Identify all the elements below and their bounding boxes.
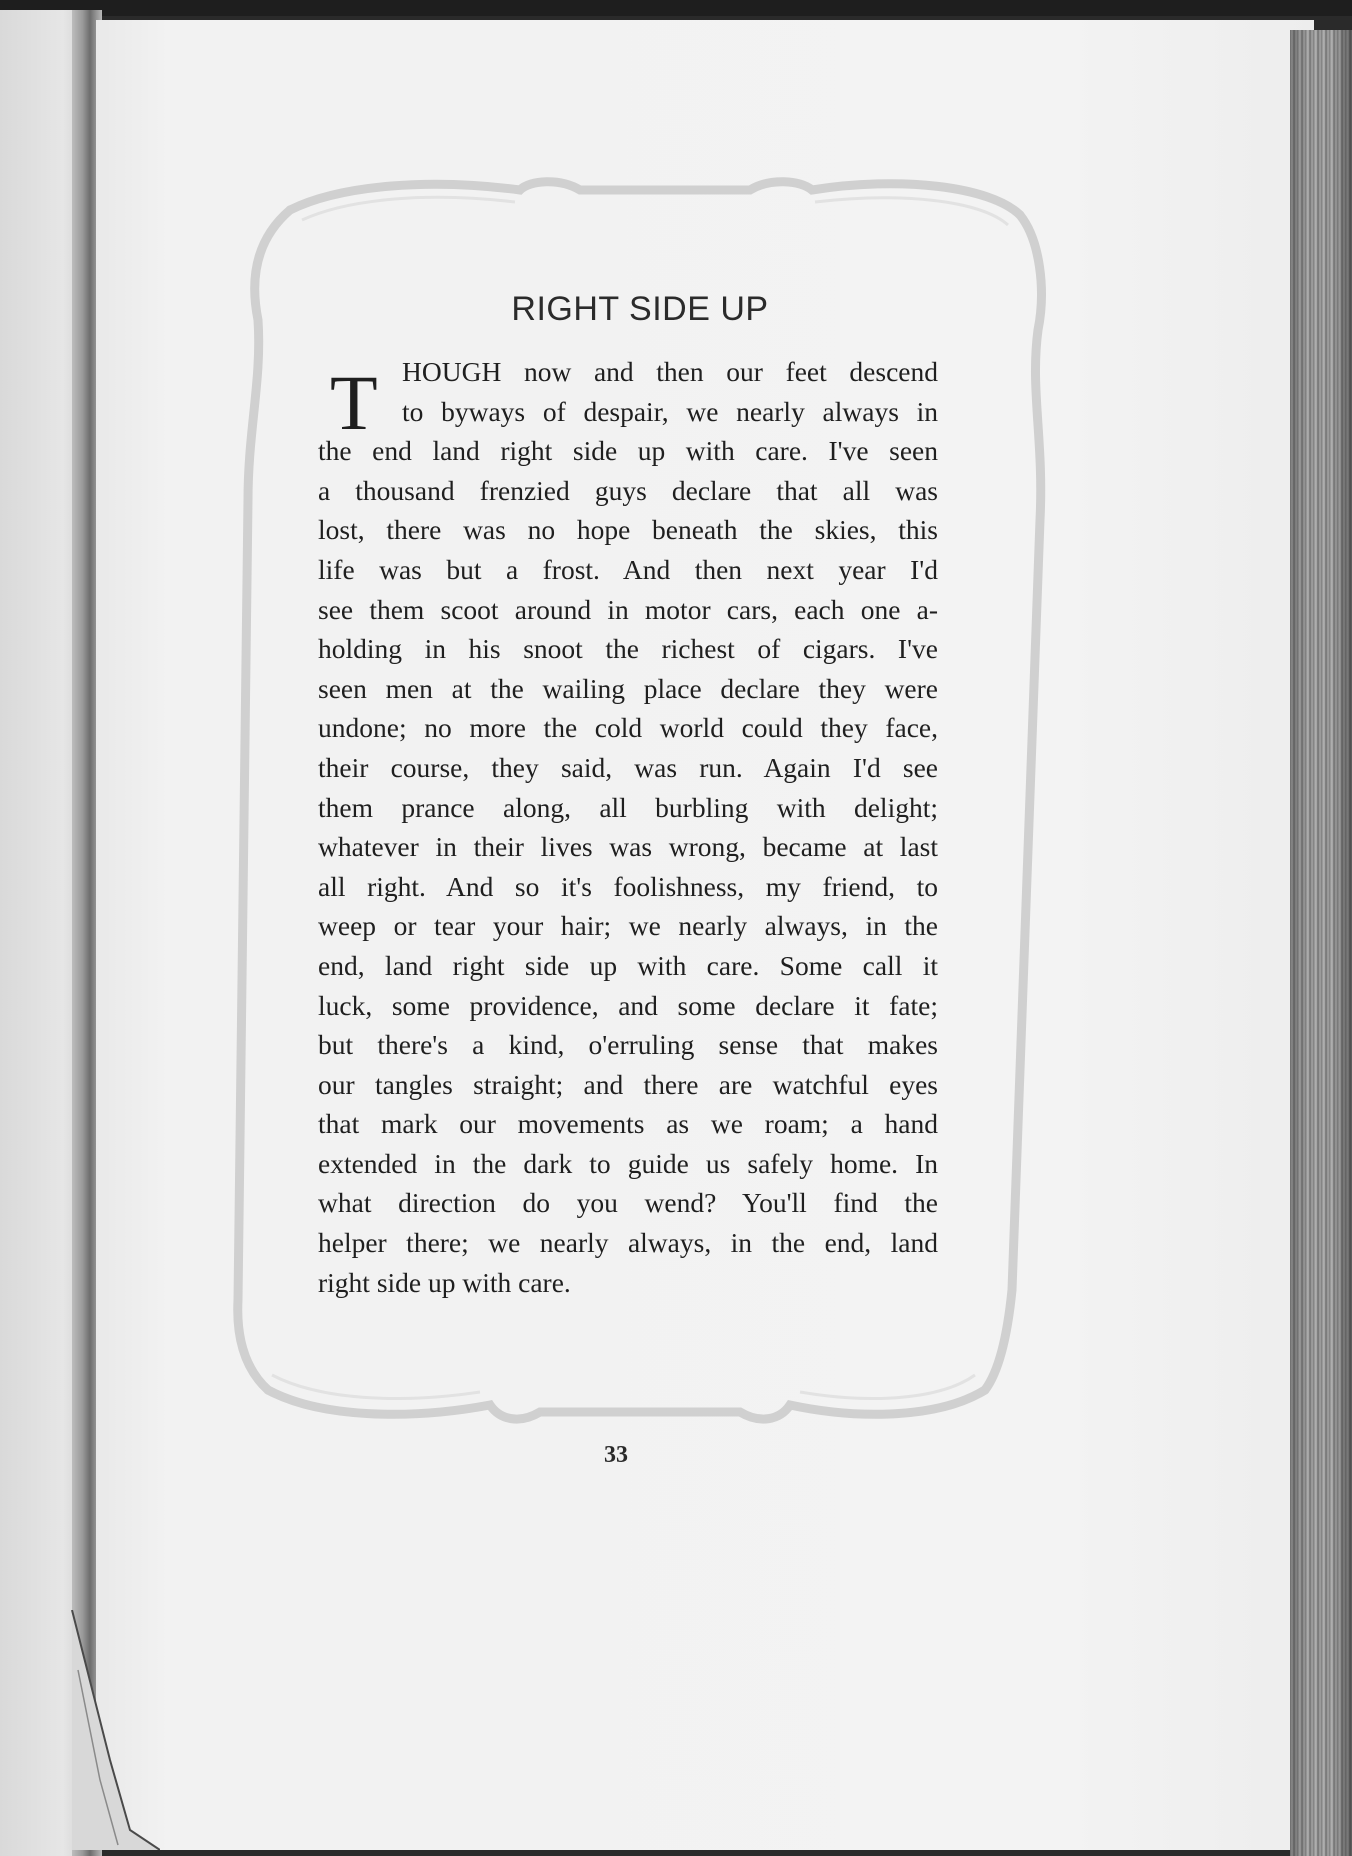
text-line: all right. And so it's foolishness, my friend, to [318,870,938,902]
text-line: the end land right side up with care. I've seen [318,435,938,467]
text-line: our tangles straight; and there are watchful eyes [318,1068,938,1100]
text-line: that mark our movements as we roam; a hand [318,1108,938,1140]
text-line: holding in his snoot the richest of cigars. I've [318,633,938,665]
text-line: right side up with care. [318,1266,571,1298]
text-line: them prance along, all burbling with delight; [318,791,938,823]
poem-title: RIGHT SIDE UP [511,290,769,328]
text-line: seen men at the wailing place declare they were [318,672,938,704]
text-line: lost, there was no hope beneath the skies, this [318,514,938,546]
text-line: helper there; we nearly always, in the end, land [318,1227,938,1259]
text-line: undone; no more the cold world could they face, [318,712,938,744]
page-edges [1290,30,1352,1856]
text-line: whatever in their lives was wrong, became at last [318,831,938,863]
scan-top-edge [0,0,1352,16]
text-line: a thousand frenzied guys declare that all was [318,474,938,506]
poem-body [318,352,938,1302]
text-line: luck, some providence, and some declare it fate; [318,989,938,1021]
drop-cap: T [330,359,378,446]
text-line: extended in the dark to guide us safely home. In [318,1147,938,1179]
text-line: end, land right side up with care. Some call it [318,949,938,981]
torn-corner [70,1610,160,1850]
text-line: see them scoot around in motor cars, each one a- [318,593,938,625]
page-number: 33 [604,1442,628,1468]
text-line: to byways of despair, we nearly always in [402,395,938,427]
text-line: their course, they said, was run. Again I'd see [318,751,938,783]
text-line: weep or tear your hair; we nearly always, in the [318,910,938,942]
text-line: life was but a frost. And then next year I'd [318,553,938,585]
text-line: HOUGH now and then our feet descend [402,356,938,387]
text-line: but there's a kind, o'erruling sense that makes [318,1029,938,1061]
text-line: what direction do you wend? You'll find the [318,1187,938,1219]
